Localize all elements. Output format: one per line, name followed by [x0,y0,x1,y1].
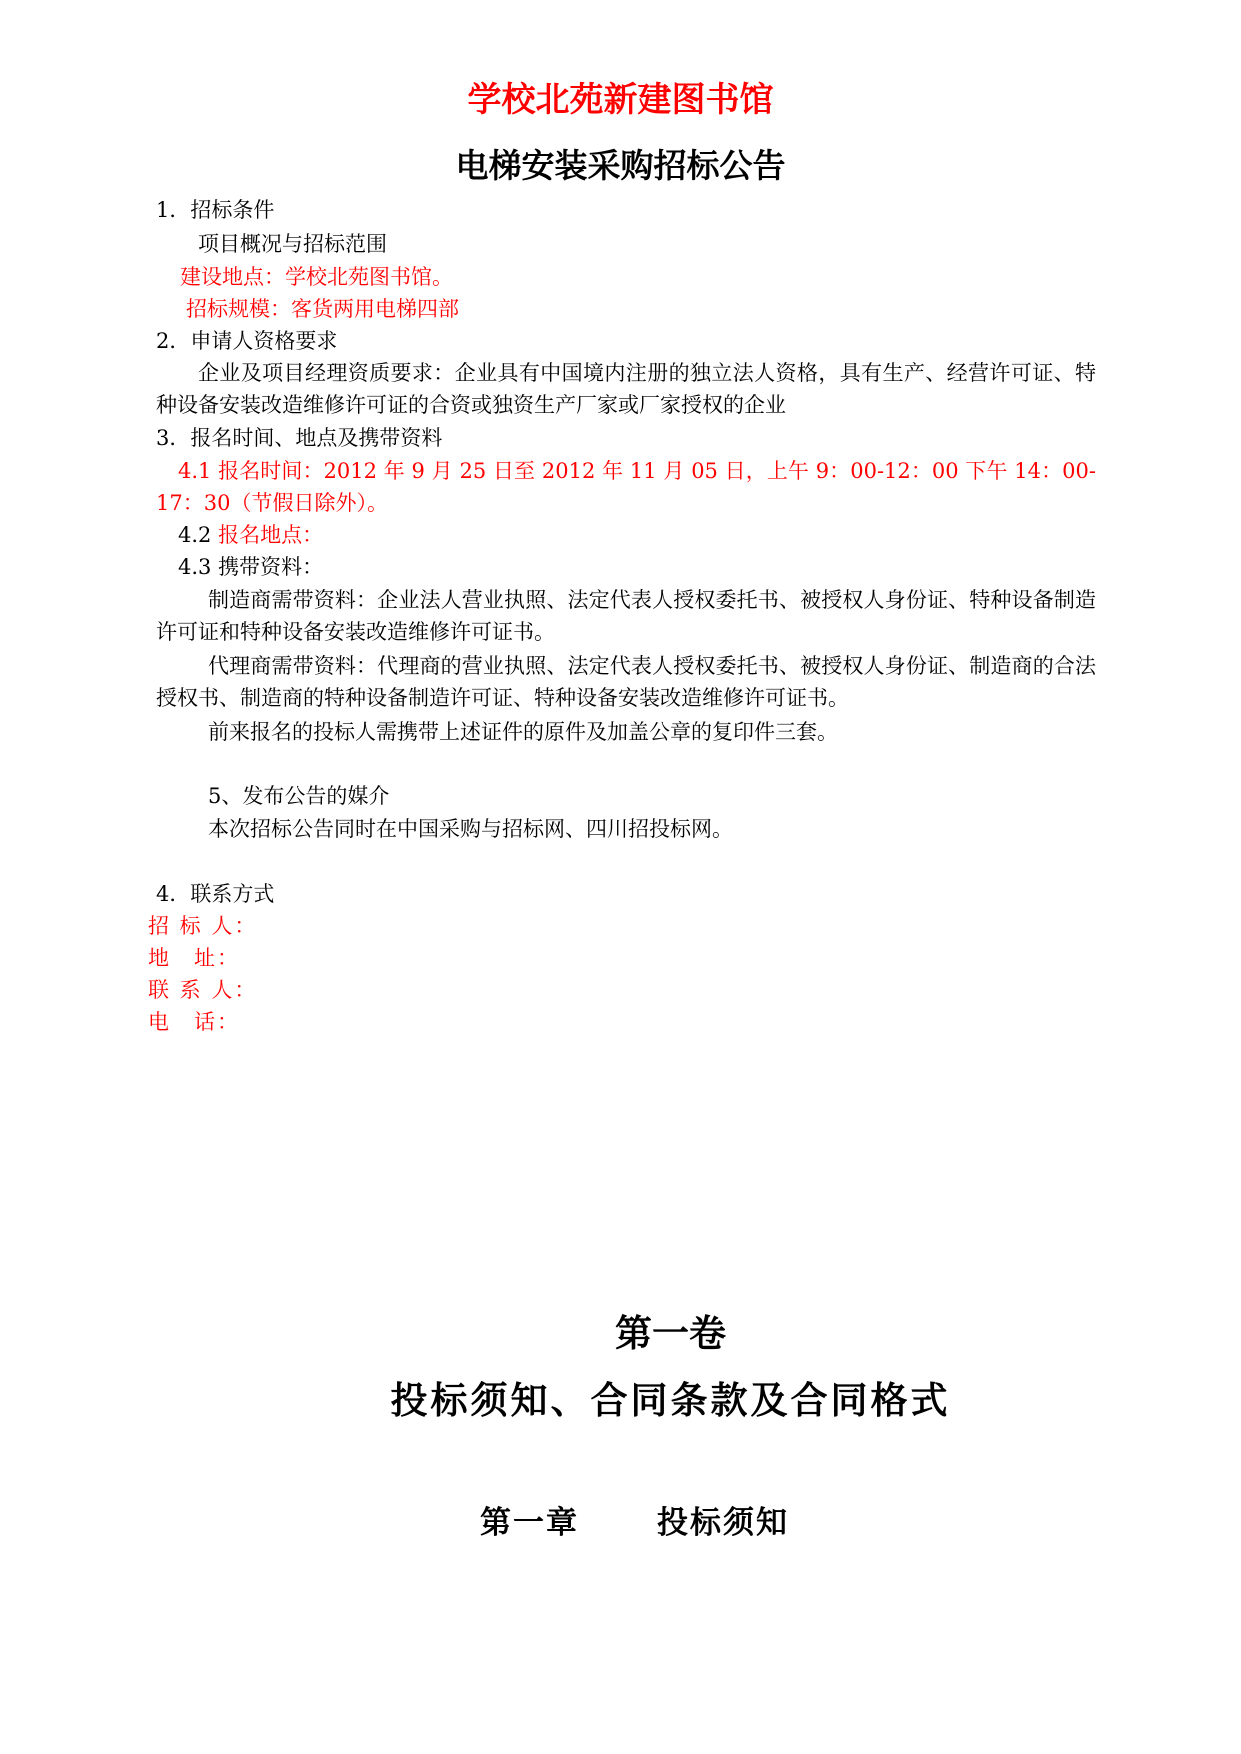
section4-heading: 4．联系方式 [156,882,275,906]
materials-heading: 4.3 携带资料： [178,555,324,579]
address-field: 地 址： [148,946,240,970]
phone-field: 电 话： [148,1010,240,1034]
project-overview: 项目概况与招标范围 [198,232,387,256]
manufacturer-materials: 制造商需带资料：企业法人营业执照、法定代表人授权委托书、被授权人身份证、特种设备制造许可证和特种设备安装改造维修许可证书。 [156,588,1096,644]
section3-heading: 3．报名时间、地点及携带资料 [156,426,443,450]
registration-place [178,521,323,549]
chapter-heading [480,1497,789,1542]
section5-heading: 5、发布公告的媒介 [208,784,390,808]
volume-subtitle: 投标须知、合同条款及合同格式 [390,1378,951,1422]
chapter-name: 投标须知 [657,1505,789,1541]
contact-person-field: 联 系 人： [148,978,258,1002]
registration-time: 4.1 报名时间：2012 年 9 月 25 日至 2012 年 11 月 05 日，上午 9：00-12：00 下午 14：00-17：30（节假日除外）。 [156,459,1096,515]
agent-materials: 代理商需带资料：代理商的营业执照、法定代表人授权委托书、被授权人身份证、制造商的合法授权书、制造商的特种设备制造许可证、特种设备安装改造维修许可证书。 [156,654,1096,710]
qualification-requirements: 企业及项目经理资质要求：企业具有中国境内注册的独立法人资格，具有生产、经营许可证、特种设备安装改造维修许可证的合资或独资生产厂家或厂家授权的企业 [156,361,1096,417]
document-subtitle: 电梯安装采购招标公告 [455,146,786,185]
registration-place-label: 报名地点： [218,523,324,547]
registration-note: 前来报名的投标人需携带上述证件的原件及加盖公章的复印件三套。 [208,720,838,744]
volume-title: 第一卷 [615,1311,726,1355]
section2-heading: 2．申请人资格要求 [156,329,338,353]
document-title: 学校北苑新建图书馆 [467,80,774,120]
tender-scale: 招标规模：客货两用电梯四部 [186,297,459,321]
chapter-number: 第一章 [480,1505,579,1541]
registration-place-number: 4.2 [178,523,219,547]
section1-heading: 1．招标条件 [156,198,275,222]
construction-location: 建设地点：学校北苑图书馆。 [180,265,453,289]
publication-media: 本次招标公告同时在中国采购与招标网、四川招投标网。 [208,817,733,841]
tenderer-field: 招 标 人： [148,914,258,938]
